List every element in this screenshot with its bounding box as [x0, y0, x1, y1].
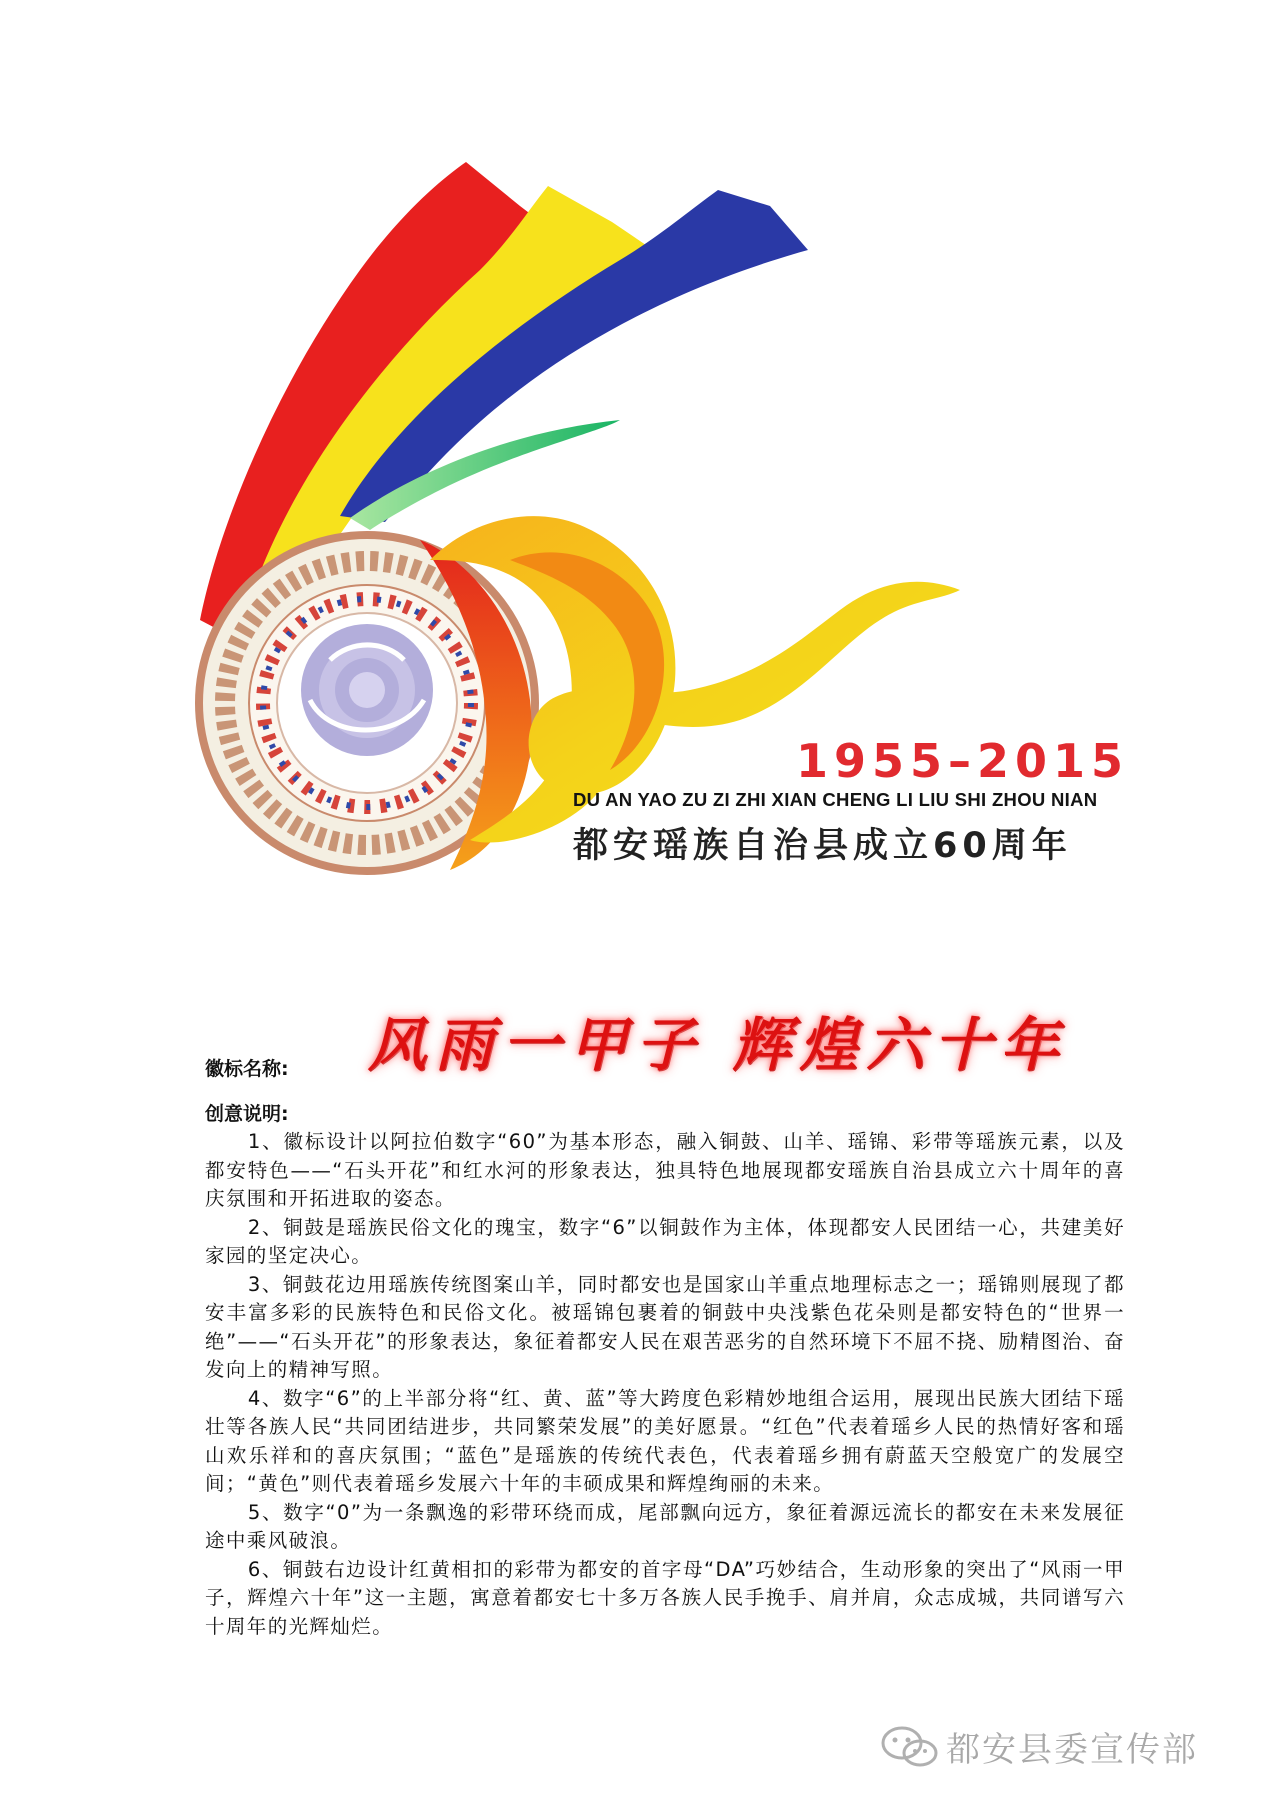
description-paragraphs — [205, 1128, 1125, 1641]
paragraph-2: 2、铜鼓是瑶族民俗文化的瑰宝，数字“6”以铜鼓作为主体，体现都安人民团结一心，共建美好家园的坚定决心。 — [205, 1215, 1125, 1267]
paragraph-1: 1、徽标设计以阿拉伯数字“60”为基本形态，融入铜鼓、山羊、瑶锦、彩带等瑶族元素，以及都安特色——“石头开花”和红水河的形象表达，独具特色地展现都安瑶族自治县成立六十周年的喜庆氛围和开拓进取的姿态。 — [205, 1130, 1125, 1210]
emblem-name-label: 徽标名称: — [205, 1058, 289, 1080]
description-label: 创意说明: — [205, 1103, 289, 1125]
paragraph-4: 4、数字“6”的上半部分将“红、黄、蓝”等大跨度色彩精妙地组合运用，展现出民族大团结下瑶壮等各族人民“共同团结进步，共同繁荣发展”的美好愿景。“红色”代表着瑶乡人民的热情好客和瑶山欢乐祥和的喜庆氛围；“蓝色”是瑶族的传统代表色，代表着瑶乡拥有蔚蓝天空般宽广的发展空间；“黄色”则代表着瑶乡发展六十年的丰硕成果和辉煌绚丽的未来。 — [205, 1386, 1125, 1495]
slogan: 风雨一甲子 辉煌六十年 — [368, 1011, 1068, 1079]
wechat-icon — [880, 1725, 940, 1769]
watermark — [880, 1722, 1198, 1771]
paragraph-5: 5、数字“0”为一条飘逸的彩带环绕而成，尾部飘向远方，象征着源远流长的都安在未来发展征途中乘风破浪。 — [205, 1500, 1125, 1552]
flower-icon — [301, 624, 433, 756]
paragraph-6: 6、铜鼓右边设计红黄相扣的彩带为都安的首字母“DA”巧妙结合，生动形象的突出了“风雨一甲子，辉煌六十年”这一主题，寓意着都安七十多万各族人民手挽手、肩并肩，众志成城，共同谱写六十周年的光辉灿烂。 — [205, 1557, 1125, 1638]
logo-title: 都安瑶族自治县成立60周年 — [573, 826, 1072, 866]
logo-pinyin: DU AN YAO ZU ZI ZHI XIAN CHENG LI LIU SHI ZHOU NIAN — [573, 789, 1098, 810]
watermark-text: 都安县委宣传部 — [946, 1730, 1198, 1770]
logo-years: 1955–2015 — [796, 734, 1130, 788]
paragraph-3: 3、铜鼓花边用瑶族传统图案山羊，同时都安也是国家山羊重点地理标志之一；瑶锦则展现了都安丰富多彩的民族特色和民俗文化。被瑶锦包裹着的铜鼓中央浅紫色花朵则是都安特色的“世界一绝”——“石头开花”的形象表达，象征着都安人民在艰苦恶劣的自然环境下不屈不挠、励精图治、奋发向上的精神写照。 — [205, 1272, 1125, 1381]
